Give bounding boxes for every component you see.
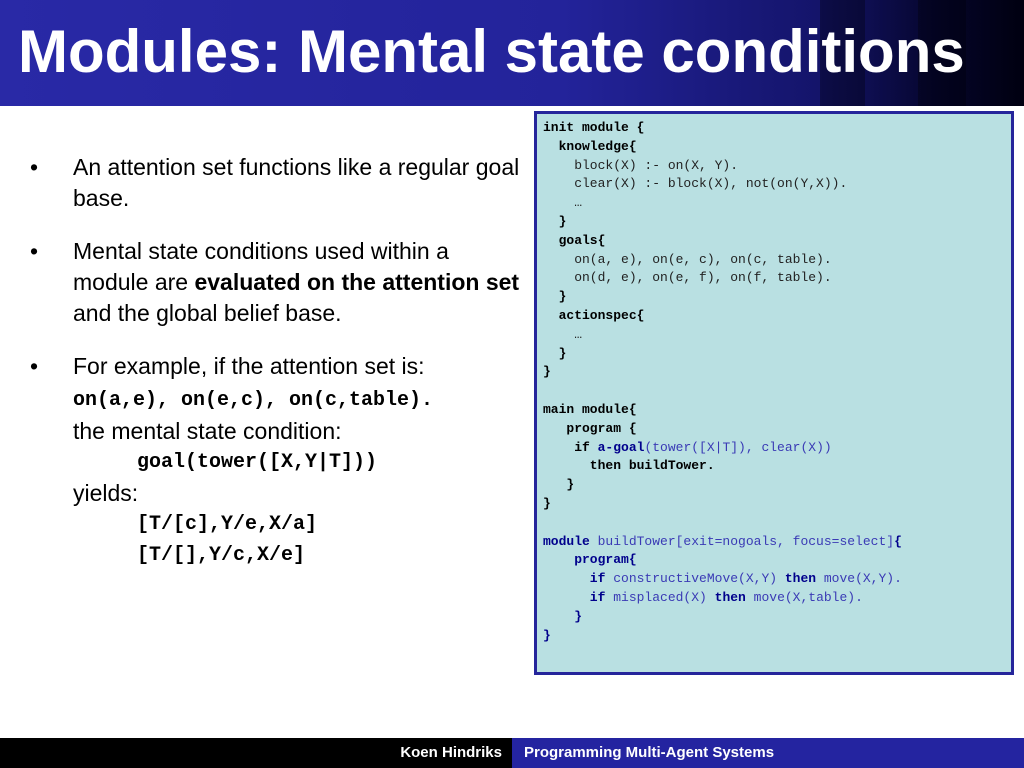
bullet-dot: • (30, 154, 39, 180)
code-keyword: if (543, 439, 590, 455)
code-expression: misplaced(X) (605, 589, 715, 605)
bullet-item (30, 236, 522, 329)
code-line: … (543, 326, 583, 342)
code-keyword: then (784, 571, 817, 587)
bullet-text: For example, if the attention set is: (73, 353, 425, 379)
code-line: } (543, 495, 551, 511)
code-line: } (543, 608, 583, 624)
bullet-emphasis: evaluated on the attention set (194, 269, 520, 295)
condition-code: goal(tower([X,Y|T])) (137, 451, 378, 474)
code-expression: (tower([X|T]), clear(X)) (644, 439, 832, 455)
footer-author-bar (0, 738, 512, 768)
code-line: program { (543, 420, 637, 436)
code-line: } (543, 213, 567, 229)
slide-title: Modules: Mental state conditions (18, 18, 965, 85)
code-line: knowledge{ (543, 138, 637, 154)
code-keyword: then (714, 589, 746, 605)
code-line: } (543, 289, 567, 305)
footer-author: Koen Hindriks (400, 744, 502, 761)
code-line: actionspec{ (543, 307, 645, 323)
code-line: goals{ (543, 232, 606, 248)
code-expression: move(X,Y). (816, 571, 902, 587)
bullet-item (30, 351, 522, 571)
bullet-list (30, 152, 522, 593)
code-keyword: a-goal (597, 439, 645, 455)
footer-course: Programming Multi-Agent Systems (524, 744, 775, 761)
bullet-text: the mental state condition: (73, 418, 342, 444)
code-keyword: if (543, 571, 606, 587)
bullet-dot: • (30, 353, 39, 379)
attention-set-code: on(a,e), on(e,c), on(c,table). (73, 389, 434, 412)
bullet-dot: • (30, 238, 39, 264)
code-line: init module { (543, 120, 645, 135)
code-line: on(a, e), on(e, c), on(c, table). (543, 251, 832, 267)
code-keyword: if (543, 589, 606, 605)
bullet-text: yields: (73, 480, 139, 506)
code-line: } (543, 345, 567, 361)
code-line: } (543, 627, 551, 643)
bullet-text: Mental state conditions used within a module are (73, 238, 449, 295)
code-line: clear(X) :- block(X), not(on(Y,X)). (543, 176, 848, 192)
code-keyword: module (543, 533, 590, 549)
code-line: … (543, 195, 583, 211)
code-line: } (543, 477, 575, 493)
code-expression: buildTower[exit=nogoals, focus=select] (589, 533, 895, 549)
code-expression: move(X,table). (745, 589, 863, 605)
code-line: } (543, 364, 551, 380)
code-listing (543, 119, 902, 645)
footer-course-bar (512, 738, 1024, 768)
code-line: main module{ (543, 401, 637, 417)
result-code: [T/[],Y/c,X/e] (137, 544, 306, 567)
code-expression: constructiveMove(X,Y) (605, 571, 785, 587)
code-keyword: { (894, 533, 902, 549)
code-line: block(X) :- on(X, Y). (543, 157, 739, 173)
code-line: program{ (543, 552, 637, 568)
code-panel (534, 111, 1014, 675)
code-line: on(d, e), on(e, f), on(f, table). (543, 270, 832, 286)
bullet-text: An attention set functions like a regular goal base. (73, 154, 520, 211)
bullet-text: and the global belief base. (73, 300, 342, 326)
title-bar (0, 0, 1024, 106)
result-code: [T/[c],Y/e,X/a] (137, 513, 318, 536)
bullet-item (30, 152, 522, 214)
code-line: then buildTower. (543, 458, 715, 474)
